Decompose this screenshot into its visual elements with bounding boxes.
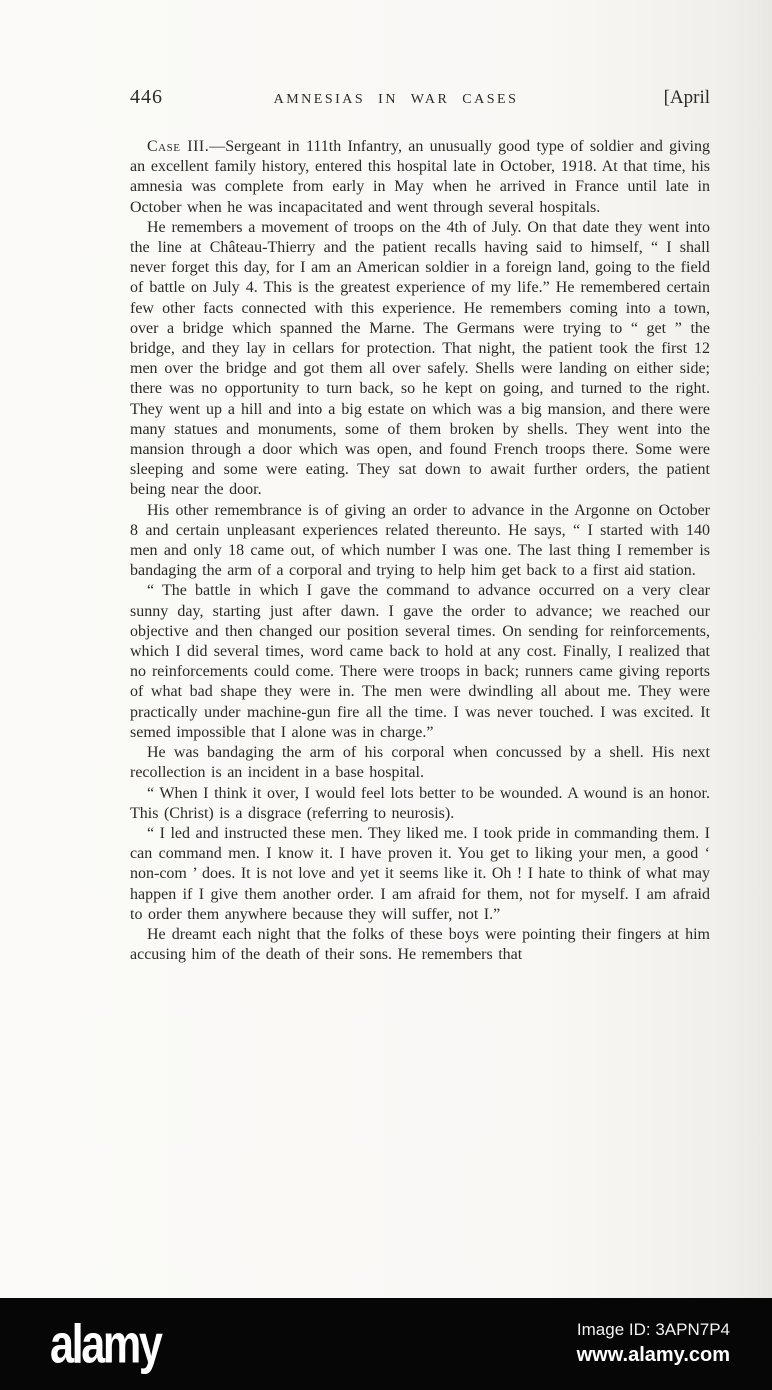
case-heading: Case III. (147, 138, 210, 155)
paragraph: He was bandaging the arm of his corporal when concussed by a shell. His next recollection is an incident in a base hospital. (130, 744, 710, 782)
alamy-watermark-bar (0, 1298, 772, 1390)
alamy-url: www.alamy.com (576, 1343, 730, 1366)
page-number: 446 (130, 86, 163, 108)
paragraph: “ When I think it over, I would feel lots better to be wounded. A wound is an honor. This (Christ) is a disgrace (referring to neurosis). (130, 784, 710, 822)
page-header (130, 86, 710, 109)
paragraph: “ I led and instructed these men. They liked me. I took pride in commanding them. I can command men. I know it. I have proven it. You get to liking your men, a good ‘ non-com ’ does. It is not love and yet it seems like it. Oh ! I hate to think of what may happen if I give them another order. I am afraid for them, not for myself. I am afraid to order them anywhere because they will suffer, not I.” (130, 824, 710, 923)
alamy-logo: alamy (50, 1313, 161, 1375)
paragraph: His other remembrance is of giving an order to advance in the Argonne on October 8 and certain unpleasant experiences related thereunto. He says, “ I started with 140 men and only 18 came out, of which number I was one. The last thing I remember is bandaging the arm of a corporal and trying to help him get back to a first aid station. (130, 501, 710, 580)
paragraph: “ The battle in which I gave the command to advance occurred on a very clear sunny day, starting just after dawn. I gave the order to advance; we reached our objective and then changed our position several times. On sending for reinforcements, which I did several times, word came back to hold at any cost. Finally, I realized that no reinforcements could come. There were troops in back; runners came giving reports of what bad shape they were in. The men were dwindling all about me. They were practically under machine-gun fire all the time. I was never touched. I was excited. It semed impossible that I alone was in charge.” (130, 582, 710, 741)
watermark-info (577, 1319, 730, 1369)
paragraph: He remembers a movement of troops on the 4th of July. On that date they went into the line at Château-Thierry and the patient recalls having said to himself, “ I shall never forget this day, for I am an American soldier in a foreign land, going to the field of battle on July 4. This is the greatest experience of my life.” He remembered certain few other facts connected with this experience. He remembers coming into a town, over a bridge which spanned the Marne. The Germans were trying to “ get ” the bridge, and they lay in cellars for protection. That night, the patient took the first 12 men over the bridge and got them all over safely. Shells were landing on either side; there was no opportunity to turn back, so he kept on going, and turned to the right. They went up a hill and into a big estate on which was a big mansion, and there were many statues and monuments, some of them broken by shells. They went into the mansion through a door which was open, and found French troops there. Some were sleeping and some were eating. They sat down to await further orders, the patient being near the door. (130, 218, 710, 499)
page-body-text (130, 137, 710, 965)
running-head-title: AMNESIAS IN WAR CASES (273, 92, 519, 107)
paragraph: He dreamt each night that the folks of these boys were pointing their fingers at him accusing him of the death of their sons. He remembers that (130, 925, 710, 964)
paragraph: Case III.—Sergeant in 111th Infantry, an unusually good type of soldier and giving an excellent family history, entered this hospital late in October, 1918. At that time, his amnesia was complete from early in May when he arrived in France until late in October when he was incapacitated and went through several hospitals. (130, 138, 711, 216)
image-id-label: Image ID: 3APN7P4 (576, 1320, 730, 1340)
issue-month: [April (663, 87, 710, 108)
